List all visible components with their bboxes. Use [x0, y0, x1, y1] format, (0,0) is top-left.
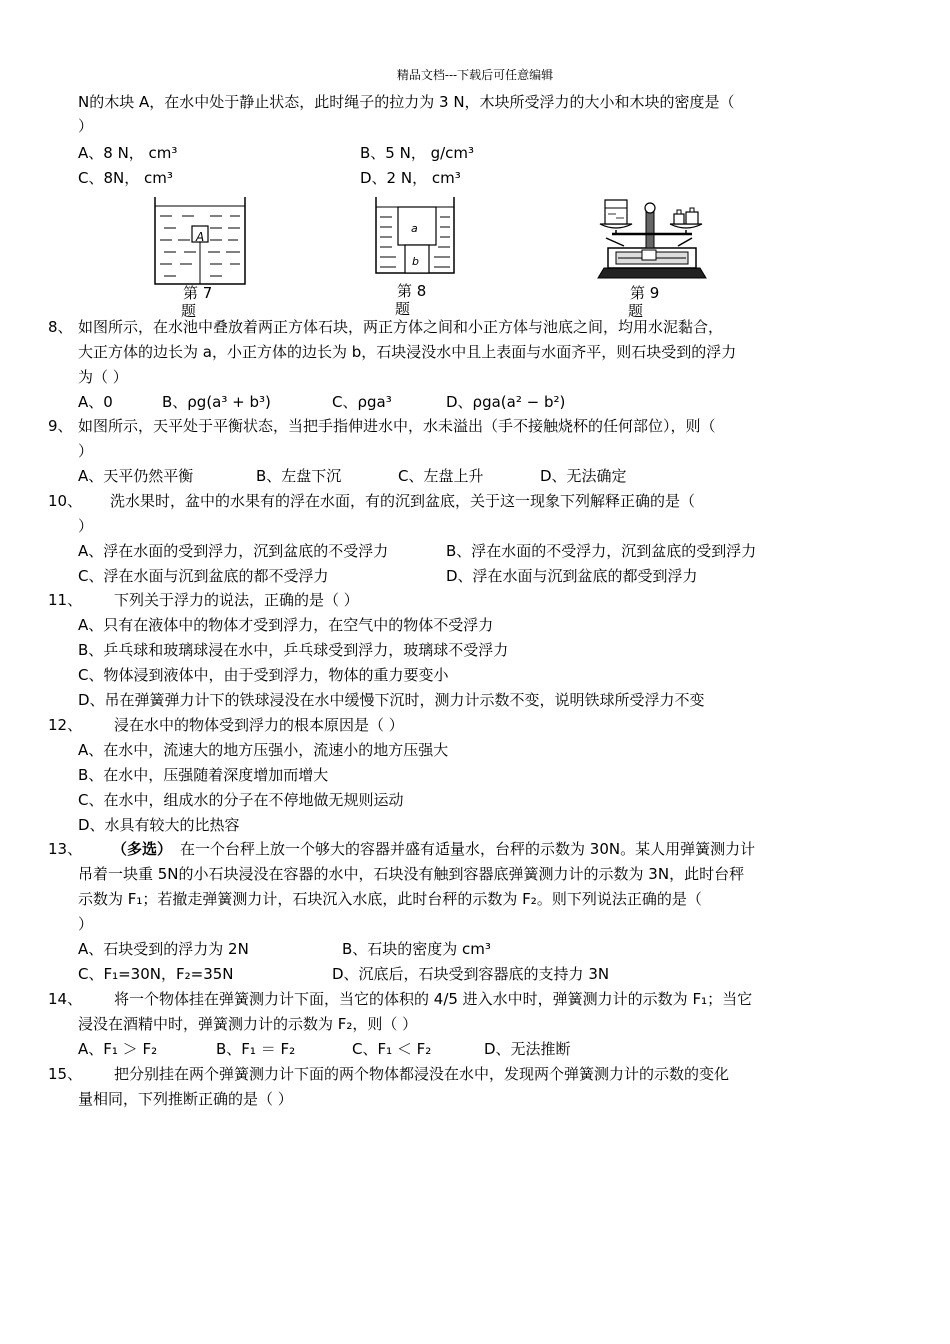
q7-stem-line1: N的木块 A，在水中处于静止状态，此时绳子的拉力为 3 N，木块所受浮力的大小和木块的密度是（ [78, 93, 735, 111]
q8-number: 8、 [48, 318, 73, 336]
q8-stem-line2: 大正方体的边长为 a，小正方体的边长为 b，石块浸没水中且上表面与水面齐平，则石块受到的浮力 [78, 343, 737, 361]
q13-stem-line1: 在一个台秤上放一个够大的容器并盛有适量水，台秤的示数为 30N。某人用弹簧测力计 [180, 840, 756, 858]
figure-9-caption-line1: 第 9 [630, 284, 660, 302]
q13-stem-line2: 吊着一块重 5N的小石块浸没在容器的水中，石块没有触到容器底弹簧测力计的示数为 3N，此时台秤 [78, 865, 745, 883]
q10-option-b: B、浮在水面的不受浮力，沉到盆底的受到浮力 [446, 542, 757, 560]
q9-stem-line1: 如图所示，天平处于平衡状态，当把手指伸进水中，水未溢出（手不接触烧杯的任何部位），则（ [78, 417, 716, 435]
q15-number: 15、 [48, 1065, 83, 1083]
q10-option-a: A、浮在水面的受到浮力，沉到盆底的不受浮力 [78, 542, 389, 560]
q13-option-b: B、石块的密度为 cm³ [342, 940, 491, 958]
q8-option-d: D、ρga(a² − b²) [446, 393, 566, 411]
q7-option-b: B、5 N， g/cm³ [360, 144, 475, 162]
q10-option-d: D、浮在水面与沉到盆底的都受到浮力 [446, 567, 698, 585]
figure-8-cube-b-label: b [412, 255, 419, 268]
q14-option-b: B、F₁ ＝ F₂ [216, 1040, 296, 1058]
q8-stem-line1: 如图所示，在水池中叠放着两正方体石块，两正方体之间和小正方体与池底之间，均用水泥黏合， [78, 318, 724, 336]
q13-option-c: C、F₁=30N，F₂=35N [78, 965, 234, 983]
q13-multi-select-tag: （多选） [112, 840, 173, 858]
q11-option-d: D、吊在弹簧弹力计下的铁球浸没在水中缓慢下沉时，测力计示数不变，说明铁球所受浮力不变 [78, 691, 705, 709]
figure-8-caption-line1: 第 8 [397, 282, 427, 300]
figure-7-block-label: A [196, 230, 205, 244]
q9-number: 9、 [48, 417, 73, 435]
q15-stem-line1: 把分别挂在两个弹簧测力计下面的两个物体都浸没在水中，发现两个弹簧测力计的示数的变化 [114, 1065, 730, 1083]
q7-stem-line2: ） [78, 117, 94, 135]
q11-option-c: C、物体浸到液体中，由于受到浮力，物体的重力要变小 [78, 666, 449, 684]
q11-number: 11、 [48, 591, 83, 609]
q9-stem-line2: ） [78, 442, 94, 460]
page-header: 精品文档---下载后可任意编辑 [396, 68, 554, 82]
q14-stem-line2: 浸没在酒精中时，弹簧测力计的示数为 F₂，则（ ） [78, 1015, 418, 1033]
figure-7-caption-line1: 第 7 [183, 284, 213, 302]
q8-stem-line3: 为（ ） [78, 368, 128, 386]
q13-option-d: D、沉底后，石块受到容器底的支持力 3N [332, 965, 610, 983]
figure-8-caption-line2: 题 [395, 300, 411, 318]
q15-stem-line2: 量相同，下列推断正确的是（ ） [78, 1090, 293, 1108]
q14-option-a: A、F₁ ＞ F₂ [78, 1040, 158, 1058]
q9-option-b: B、左盘下沉 [256, 467, 342, 485]
q12-option-a: A、在水中，流速大的地方压强小，流速小的地方压强大 [78, 741, 449, 759]
figure-8-cube-a-label: a [411, 222, 418, 235]
q14-option-d: D、无法推断 [484, 1040, 571, 1058]
figure-7-caption-line2: 题 [181, 302, 197, 320]
q13-option-a: A、石块受到的浮力为 2N [78, 940, 249, 958]
q10-stem-line1: 洗水果时，盆中的水果有的浮在水面，有的沉到盆底，关于这一现象下列解释正确的是（ [110, 492, 696, 510]
q11-option-b: B、乒乓球和玻璃球浸在水中，乒乓球受到浮力，玻璃球不受浮力 [78, 641, 509, 659]
q9-option-d: D、无法确定 [540, 467, 627, 485]
q10-number: 10、 [48, 492, 83, 510]
q12-number: 12、 [48, 716, 83, 734]
q12-option-d: D、水具有较大的比热容 [78, 816, 240, 834]
figure-9-balance [596, 190, 708, 282]
figure-9-caption-line2: 题 [628, 302, 644, 320]
q7-option-c: C、8N， cm³ [78, 169, 173, 187]
q12-option-b: B、在水中，压强随着深度增加而增大 [78, 766, 329, 784]
q14-option-c: C、F₁ ＜ F₂ [352, 1040, 432, 1058]
q12-option-c: C、在水中，组成水的分子在不停地做无规则运动 [78, 791, 404, 809]
q11-stem-line1: 下列关于浮力的说法，正确的是（ ） [114, 591, 359, 609]
q8-option-c: C、ρga³ [332, 393, 392, 411]
q9-option-a: A、天平仍然平衡 [78, 467, 194, 485]
q7-option-a: A、8 N， cm³ [78, 144, 178, 162]
q10-option-c: C、浮在水面与沉到盆底的都不受浮力 [78, 567, 329, 585]
q7-option-d: D、2 N， cm³ [360, 169, 461, 187]
q13-stem-line4: ） [78, 915, 94, 933]
q12-stem-line1: 浸在水中的物体受到浮力的根本原因是（ ） [114, 716, 404, 734]
q10-stem-line2: ） [78, 517, 94, 535]
q11-option-a: A、只有在液体中的物体才受到浮力，在空气中的物体不受浮力 [78, 616, 494, 634]
q8-option-b: B、ρg(a³ + b³) [162, 393, 271, 411]
q8-option-a: A、0 [78, 393, 113, 411]
q14-stem-line1: 将一个物体挂在弹簧测力计下面，当它的体积的 4/5 进入水中时，弹簧测力计的示数为 F₁；当它 [114, 990, 753, 1008]
q13-stem-line3: 示数为 F₁；若撤走弹簧测力计，石块沉入水底，此时台秤的示数为 F₂。则下列说法正确的是（ [78, 890, 702, 908]
q14-number: 14、 [48, 990, 83, 1008]
q9-option-c: C、左盘上升 [398, 467, 484, 485]
q13-number: 13、 [48, 840, 83, 858]
